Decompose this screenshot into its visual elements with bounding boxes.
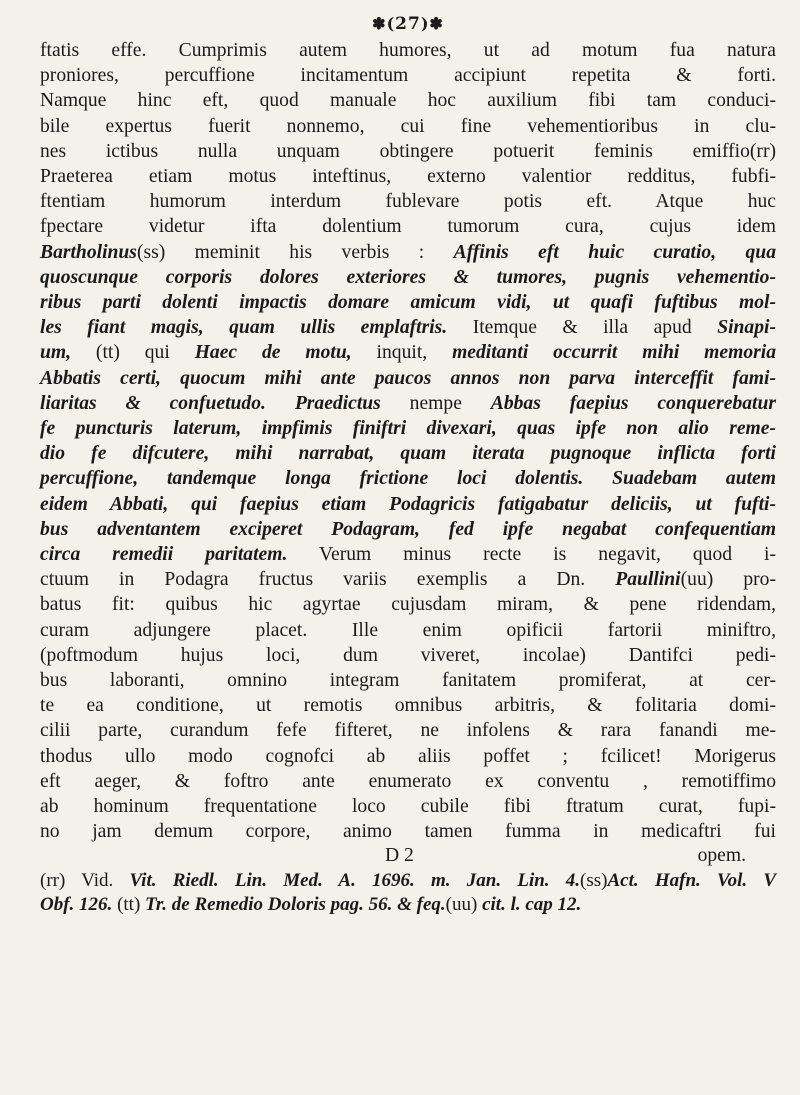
text-line bbox=[40, 240, 776, 265]
signature-mark: D 2 bbox=[385, 844, 414, 866]
text-line: (poftmodum hujus loci, dum viveret, incolae) Dantifci pedi- bbox=[40, 644, 776, 666]
text-segment: Itemque & illa apud bbox=[447, 317, 718, 339]
text-line: batus fit: quibus hic agyrtae cujusdam miram, & pene ridendam, bbox=[40, 594, 776, 616]
quote-line: eidem Abbati, qui faepius etiam Podagricis fatigabatur deliciis, ut fufti- bbox=[40, 493, 776, 515]
text-segment: ctuum in Podagra fructus variis exemplis a Dn. bbox=[40, 569, 616, 591]
text-segment: Verum minus recte is negavit, quod i- bbox=[287, 544, 776, 566]
quote-segment: Affinis eft huic curatio, qua bbox=[453, 241, 776, 263]
author-name: um, bbox=[40, 342, 72, 364]
quote-line: dio fe difcutere, mihi narrabat, quam iterata pugnoque inflicta forti bbox=[40, 443, 776, 465]
footnote-ref: Obf. 126. bbox=[40, 893, 113, 915]
text-segment: inquit, bbox=[351, 342, 453, 364]
author-name: Paullini bbox=[615, 569, 681, 591]
signature-line bbox=[40, 845, 776, 869]
quote-line: bus adventantem exciperet Podagram, fed ipfe negabat confequentiam bbox=[40, 518, 776, 540]
quote-line: fe puncturis laterum, impfimis finiftri divexari, quas ipfe non alio reme- bbox=[40, 418, 776, 440]
footnote-ref: Tr. de Remedio Doloris pag. 56. & feq. bbox=[145, 893, 446, 915]
quote-line: quoscunque corporis dolores exteriores & tumores, pugnis vehementio- bbox=[40, 266, 776, 288]
text-line bbox=[40, 340, 776, 365]
text-line: cilii parte, curandum fefe fifteret, ne infolens & rara fanandi me- bbox=[40, 720, 776, 742]
main-text bbox=[40, 38, 776, 845]
author-name: Sinapi- bbox=[717, 317, 776, 339]
text-line bbox=[40, 567, 776, 592]
quote-line: percuffione, tandemque longa frictione loci dolentis. Suadebam autem bbox=[40, 468, 776, 490]
text-line bbox=[40, 391, 776, 416]
quote-segment: liaritas & confuetudo. bbox=[40, 392, 266, 414]
catchword: opem. bbox=[697, 844, 746, 866]
footnote-text: Vid. bbox=[65, 869, 130, 891]
quote-segment: Praedictus bbox=[294, 392, 381, 414]
footnote-ref: Act. Hafn. Vol. V bbox=[607, 869, 777, 891]
text-line: Namque hinc eft, quod manuale hoc auxilium fibi tam conduci- bbox=[40, 90, 776, 112]
footnote-ref: (ss) bbox=[136, 241, 166, 263]
page-header bbox=[40, 10, 776, 38]
footnote-mark: (tt) bbox=[112, 893, 146, 915]
text-line: eft aeger, & foftro ante enumerato ex conventu , remotiffimo bbox=[40, 770, 776, 792]
text-line: fpectare videtur ifta dolentium tumorum cura, cujus idem bbox=[40, 216, 776, 238]
text-line: ftentiam humorum interdum fublevare potis eft. Atque huc bbox=[40, 191, 776, 213]
footnote-ref: cit. l. cap 12. bbox=[477, 893, 582, 915]
text-segment: (tt) qui bbox=[71, 342, 195, 364]
ornament-right-icon: )✽ bbox=[420, 14, 444, 33]
text-line: ftatis effe. Cumprimis autem humores, ut ad motum fua natura bbox=[40, 40, 776, 61]
page-number: 27 bbox=[395, 14, 421, 34]
text-line: bile expertus fuerit nonnemo, cui fine vehementioribus in clu- bbox=[40, 115, 776, 137]
text-line: Praeterea etiam motus inteftinus, externo valentior redditus, fubfi- bbox=[40, 166, 776, 188]
footnote-ref: Vit. Riedl. Lin. Med. A. 1696. m. Jan. Lin. 4. bbox=[129, 869, 581, 891]
title-segment: Haec de motu, bbox=[194, 342, 352, 364]
footnote-mark: (rr) bbox=[40, 869, 66, 891]
footnote-line bbox=[40, 893, 776, 917]
quote-segment: les fiant magis, quam ullis emplaftris. bbox=[40, 317, 448, 339]
footnotes bbox=[40, 869, 776, 917]
footnote-line bbox=[40, 869, 776, 893]
text-line bbox=[40, 315, 776, 340]
text-line bbox=[40, 542, 776, 567]
text-segment: meminit his verbis : bbox=[165, 241, 454, 263]
text-line: proniores, percuffione incitamentum accipiunt repetita & forti. bbox=[40, 65, 776, 87]
text-line: ab hominum frequentatione loco cubile fibi ftratum curat, fupi- bbox=[40, 796, 776, 818]
text-segment: (uu) pro- bbox=[680, 569, 776, 591]
quote-segment: Abbas faepius conquerebatur bbox=[490, 392, 777, 414]
footnote-mark: (ss) bbox=[580, 869, 608, 891]
footnote-mark: (uu) bbox=[445, 893, 478, 915]
text-line: nes ictibus nulla unquam obtingere potuerit feminis emiffio(rr) bbox=[40, 140, 776, 162]
author-name: Bartholinus bbox=[40, 241, 137, 263]
quote-segment: meditanti occurrit mihi memoria bbox=[452, 342, 777, 364]
quote-line: Abbatis certi, quocum mihi ante paucos annos non parva interceffit fami- bbox=[40, 367, 776, 389]
ornament-left-icon: ✽( bbox=[372, 14, 396, 33]
text-line: curam adjungere placet. Ille enim opificii fartorii miniftro, bbox=[40, 619, 776, 641]
quote-line: ribus parti dolenti impactis domare amicum vidi, ut quafi fuftibus mol- bbox=[40, 292, 776, 314]
text-line: thodus ullo modo cognofci ab aliis poffet ; fcilicet! Morigerus bbox=[40, 745, 776, 767]
quote-segment: circa remedii paritatem. bbox=[40, 544, 288, 566]
text-line: bus laboranti, omnino integram fanitatem promiferat, at cer- bbox=[40, 670, 776, 692]
text-line: no jam demum corpore, animo tamen fumma in medicaftri fui bbox=[40, 821, 776, 843]
text-segment: nempe bbox=[380, 392, 491, 414]
text-line: te ea conditione, ut remotis omnibus arbitris, & folitaria domi- bbox=[40, 695, 776, 717]
